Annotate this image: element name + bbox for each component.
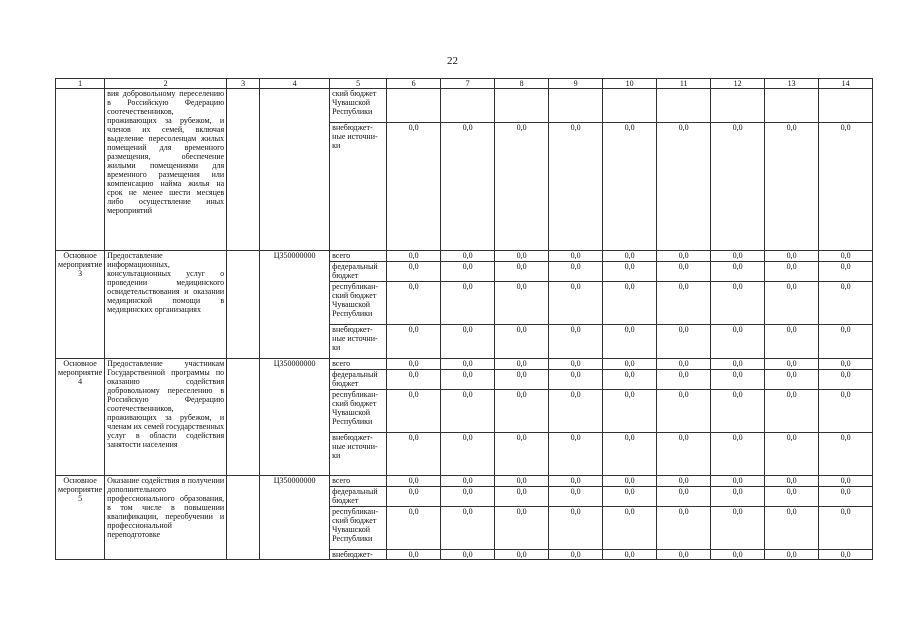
amount-cell: 0,0 xyxy=(603,476,657,487)
amount-cell: 0,0 xyxy=(765,282,819,325)
amount-cell: 0,0 xyxy=(657,433,711,476)
column-number: 3 xyxy=(227,79,260,89)
amount-cell: 0,0 xyxy=(711,476,765,487)
amount-cell: 0,0 xyxy=(819,507,873,550)
amount-cell: 0,0 xyxy=(441,282,495,325)
executor-cell xyxy=(227,89,260,251)
amount-cell: 0,0 xyxy=(819,325,873,359)
amount-cell: 0,0 xyxy=(495,487,549,507)
amount-cell: 0,0 xyxy=(603,507,657,550)
amount-cell: 0,0 xyxy=(441,507,495,550)
funding-source-cell: федеральный бюджет xyxy=(330,262,387,282)
funding-source-cell: внебюджет- xyxy=(330,550,387,560)
table-row xyxy=(56,476,873,487)
amount-cell: 0,0 xyxy=(495,262,549,282)
amount-cell: 0,0 xyxy=(549,262,603,282)
table-row xyxy=(56,89,873,123)
column-number: 4 xyxy=(260,79,330,89)
amount-cell: 0,0 xyxy=(711,251,765,262)
table-row xyxy=(56,359,873,370)
amount-cell: 0,0 xyxy=(441,359,495,370)
amount-cell xyxy=(387,89,441,123)
amount-cell: 0,0 xyxy=(819,282,873,325)
amount-cell xyxy=(819,89,873,123)
amount-cell: 0,0 xyxy=(603,487,657,507)
amount-cell xyxy=(549,89,603,123)
amount-cell: 0,0 xyxy=(549,370,603,390)
amount-cell: 0,0 xyxy=(549,325,603,359)
amount-cell: 0,0 xyxy=(441,390,495,433)
budget-table xyxy=(55,78,873,560)
column-number: 1 xyxy=(56,79,105,89)
funding-source-cell: всего xyxy=(330,359,387,370)
column-number-row xyxy=(56,79,873,89)
amount-cell: 0,0 xyxy=(603,370,657,390)
amount-cell: 0,0 xyxy=(387,433,441,476)
column-number: 8 xyxy=(495,79,549,89)
column-number: 6 xyxy=(387,79,441,89)
amount-cell: 0,0 xyxy=(603,123,657,251)
amount-cell: 0,0 xyxy=(765,476,819,487)
column-number: 14 xyxy=(819,79,873,89)
amount-cell: 0,0 xyxy=(495,325,549,359)
amount-cell: 0,0 xyxy=(495,251,549,262)
amount-cell xyxy=(603,89,657,123)
amount-cell: 0,0 xyxy=(819,476,873,487)
column-number: 2 xyxy=(105,79,227,89)
amount-cell: 0,0 xyxy=(549,390,603,433)
amount-cell: 0,0 xyxy=(819,359,873,370)
amount-cell: 0,0 xyxy=(441,251,495,262)
amount-cell: 0,0 xyxy=(495,390,549,433)
column-number: 7 xyxy=(441,79,495,89)
executor-cell xyxy=(227,359,260,476)
amount-cell: 0,0 xyxy=(495,123,549,251)
amount-cell: 0,0 xyxy=(711,550,765,560)
amount-cell: 0,0 xyxy=(549,476,603,487)
column-number: 11 xyxy=(657,79,711,89)
amount-cell: 0,0 xyxy=(819,433,873,476)
amount-cell: 0,0 xyxy=(657,390,711,433)
amount-cell: 0,0 xyxy=(549,282,603,325)
amount-cell: 0,0 xyxy=(387,370,441,390)
amount-cell: 0,0 xyxy=(603,282,657,325)
amount-cell: 0,0 xyxy=(441,123,495,251)
amount-cell: 0,0 xyxy=(657,123,711,251)
column-number: 5 xyxy=(330,79,387,89)
amount-cell: 0,0 xyxy=(765,370,819,390)
funding-source-cell: внебюджет- ные источни- ки xyxy=(330,433,387,476)
code-cell: Ц350000000 xyxy=(260,359,330,476)
amount-cell: 0,0 xyxy=(387,390,441,433)
amount-cell: 0,0 xyxy=(819,251,873,262)
amount-cell: 0,0 xyxy=(657,262,711,282)
amount-cell: 0,0 xyxy=(711,325,765,359)
amount-cell: 0,0 xyxy=(549,433,603,476)
funding-source-cell: республикан- ский бюджет Чувашской Республики xyxy=(330,507,387,550)
amount-cell: 0,0 xyxy=(441,476,495,487)
amount-cell: 0,0 xyxy=(549,251,603,262)
amount-cell: 0,0 xyxy=(387,550,441,560)
amount-cell: 0,0 xyxy=(711,262,765,282)
column-number: 10 xyxy=(603,79,657,89)
amount-cell: 0,0 xyxy=(819,262,873,282)
amount-cell: 0,0 xyxy=(441,370,495,390)
funding-source-cell: всего xyxy=(330,251,387,262)
column-number: 12 xyxy=(711,79,765,89)
amount-cell: 0,0 xyxy=(603,251,657,262)
amount-cell: 0,0 xyxy=(387,476,441,487)
executor-cell xyxy=(227,251,260,359)
amount-cell: 0,0 xyxy=(657,359,711,370)
measure-name-cell: Предоставление участникам Государственной программы по оказанию содействия добровольному переселению в Российскую Федерацию соотечественников, проживающих за рубежом, и членам их семей государственных услуг в области содействия занятости населения xyxy=(105,359,227,476)
amount-cell: 0,0 xyxy=(441,550,495,560)
amount-cell: 0,0 xyxy=(549,487,603,507)
amount-cell: 0,0 xyxy=(765,390,819,433)
amount-cell: 0,0 xyxy=(819,390,873,433)
amount-cell: 0,0 xyxy=(441,487,495,507)
measure-name-cell: Предоставление информационных, консультационных услуг о проведении медицинского освидетельствования и оказании медицинской помощи в медицинских организациях xyxy=(105,251,227,359)
amount-cell: 0,0 xyxy=(819,487,873,507)
amount-cell: 0,0 xyxy=(711,282,765,325)
measure-label-cell: Основное мероприятие 4 xyxy=(56,359,105,476)
amount-cell: 0,0 xyxy=(441,433,495,476)
amount-cell: 0,0 xyxy=(387,487,441,507)
amount-cell: 0,0 xyxy=(765,487,819,507)
amount-cell: 0,0 xyxy=(657,476,711,487)
funding-source-cell: всего xyxy=(330,476,387,487)
funding-source-cell: республикан- ский бюджет Чувашской Республики xyxy=(330,390,387,433)
measure-label-cell: Основное мероприятие 5 xyxy=(56,476,105,560)
table-body xyxy=(56,79,873,560)
amount-cell: 0,0 xyxy=(711,433,765,476)
amount-cell: 0,0 xyxy=(657,370,711,390)
amount-cell: 0,0 xyxy=(819,550,873,560)
amount-cell: 0,0 xyxy=(495,507,549,550)
amount-cell: 0,0 xyxy=(711,123,765,251)
executor-cell xyxy=(227,476,260,560)
amount-cell: 0,0 xyxy=(711,487,765,507)
amount-cell xyxy=(765,89,819,123)
amount-cell: 0,0 xyxy=(603,262,657,282)
measure-label-cell xyxy=(56,89,105,251)
amount-cell: 0,0 xyxy=(387,282,441,325)
amount-cell: 0,0 xyxy=(495,550,549,560)
amount-cell: 0,0 xyxy=(765,325,819,359)
funding-source-cell: ский бюджет Чувашской Республики xyxy=(330,89,387,123)
amount-cell: 0,0 xyxy=(657,507,711,550)
funding-source-cell: внебюджет- ные источни- ки xyxy=(330,123,387,251)
measure-name-cell: Оказание содействия в получении дополнительного профессионального образования, в том числе в повышении квалификации, переобучении и профессиональной переподготовке xyxy=(105,476,227,560)
amount-cell: 0,0 xyxy=(387,507,441,550)
amount-cell xyxy=(441,89,495,123)
amount-cell: 0,0 xyxy=(603,390,657,433)
amount-cell xyxy=(657,89,711,123)
amount-cell: 0,0 xyxy=(603,433,657,476)
column-number: 9 xyxy=(549,79,603,89)
amount-cell: 0,0 xyxy=(765,550,819,560)
amount-cell: 0,0 xyxy=(495,476,549,487)
code-cell: Ц350000000 xyxy=(260,251,330,359)
amount-cell: 0,0 xyxy=(819,370,873,390)
amount-cell: 0,0 xyxy=(657,487,711,507)
amount-cell: 0,0 xyxy=(765,123,819,251)
amount-cell: 0,0 xyxy=(387,123,441,251)
code-cell: Ц350000000 xyxy=(260,476,330,560)
amount-cell: 0,0 xyxy=(603,550,657,560)
amount-cell: 0,0 xyxy=(495,282,549,325)
amount-cell: 0,0 xyxy=(387,325,441,359)
amount-cell: 0,0 xyxy=(711,359,765,370)
amount-cell: 0,0 xyxy=(441,262,495,282)
amount-cell: 0,0 xyxy=(549,550,603,560)
column-number: 13 xyxy=(765,79,819,89)
amount-cell: 0,0 xyxy=(657,325,711,359)
table-row xyxy=(56,251,873,262)
funding-source-cell: республикан- ский бюджет Чувашской Республики xyxy=(330,282,387,325)
amount-cell: 0,0 xyxy=(765,251,819,262)
amount-cell xyxy=(711,89,765,123)
amount-cell: 0,0 xyxy=(711,370,765,390)
amount-cell xyxy=(495,89,549,123)
amount-cell: 0,0 xyxy=(711,507,765,550)
amount-cell: 0,0 xyxy=(549,507,603,550)
amount-cell: 0,0 xyxy=(765,433,819,476)
code-cell xyxy=(260,89,330,251)
amount-cell: 0,0 xyxy=(819,123,873,251)
amount-cell: 0,0 xyxy=(387,251,441,262)
amount-cell: 0,0 xyxy=(549,123,603,251)
amount-cell: 0,0 xyxy=(603,325,657,359)
amount-cell: 0,0 xyxy=(387,359,441,370)
amount-cell: 0,0 xyxy=(765,262,819,282)
funding-source-cell: внебюджет- ные источни- ки xyxy=(330,325,387,359)
amount-cell: 0,0 xyxy=(603,359,657,370)
amount-cell: 0,0 xyxy=(657,550,711,560)
amount-cell: 0,0 xyxy=(657,282,711,325)
amount-cell: 0,0 xyxy=(495,359,549,370)
amount-cell: 0,0 xyxy=(441,325,495,359)
amount-cell: 0,0 xyxy=(495,433,549,476)
amount-cell: 0,0 xyxy=(495,370,549,390)
amount-cell: 0,0 xyxy=(765,359,819,370)
amount-cell: 0,0 xyxy=(711,390,765,433)
amount-cell: 0,0 xyxy=(657,251,711,262)
measure-name-cell: вия добровольному переселению в Российскую Федерацию соотечественников, проживающих за рубежом, и членов их семей, включая выделение пересоленцам жилых помещений для временного размещения, обеспечение жилыми помещениями для временного размещения или компенсацию найма жилья на срок не менее шести месяцев либо осуществление иных мероприятий xyxy=(105,89,227,251)
amount-cell: 0,0 xyxy=(549,359,603,370)
amount-cell: 0,0 xyxy=(387,262,441,282)
measure-label-cell: Основное мероприятие 3 xyxy=(56,251,105,359)
page-number: 22 xyxy=(447,55,458,67)
funding-source-cell: федеральный бюджет xyxy=(330,370,387,390)
funding-source-cell: федеральный бюджет xyxy=(330,487,387,507)
amount-cell: 0,0 xyxy=(765,507,819,550)
